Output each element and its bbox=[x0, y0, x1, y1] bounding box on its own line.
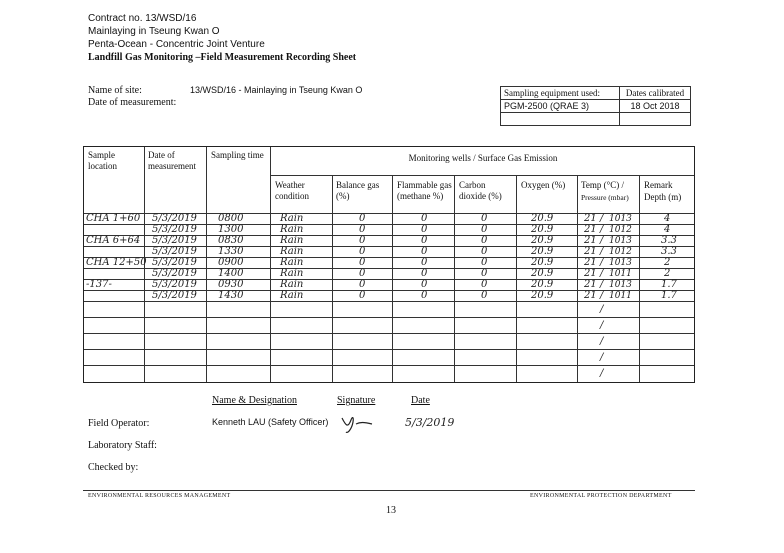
date-header: Date bbox=[411, 395, 430, 406]
row-time: 1400 bbox=[218, 268, 244, 279]
row-time: 1430 bbox=[218, 290, 244, 301]
row-temp: 21 bbox=[584, 235, 597, 246]
sheet-title: Landfill Gas Monitoring –Field Measurement Recording Sheet bbox=[88, 52, 357, 63]
footer-right: ENVIRONMENTAL PROTECTION DEPARTMENT bbox=[530, 493, 672, 499]
row-pressure: 1013 bbox=[609, 258, 632, 268]
row-depth: 2 bbox=[664, 268, 671, 279]
row-co2: 0 bbox=[481, 279, 488, 290]
project-name: Mainlaying in Tseung Kwan O bbox=[88, 26, 220, 37]
row-weather: Rain bbox=[280, 246, 304, 257]
row-oxygen: 20.9 bbox=[531, 290, 554, 301]
header-flammable-gas: Flammable gas (methane %) bbox=[397, 180, 452, 201]
row-co2: 0 bbox=[481, 290, 488, 301]
header-carbon-dioxide: Carbon dioxide (%) bbox=[459, 180, 502, 201]
row-pressure: 1011 bbox=[609, 269, 632, 279]
row-pressure: 1013 bbox=[609, 236, 632, 246]
row-temp: 21 bbox=[584, 268, 597, 279]
header-date-of-measurement: Date of measurement bbox=[148, 150, 196, 171]
row-temp: 21 bbox=[584, 213, 597, 224]
header-remark: Remark bbox=[644, 180, 673, 190]
header-sample-location: Sample location bbox=[88, 150, 117, 171]
row-depth: 4 bbox=[664, 224, 671, 235]
row-weather: Rain bbox=[280, 279, 304, 290]
empty-slash: / bbox=[600, 320, 604, 331]
contractor-name: Penta-Ocean - Concentric Joint Venture bbox=[88, 39, 265, 50]
row-time: 0900 bbox=[218, 257, 244, 268]
row-temp: 21 bbox=[584, 246, 597, 257]
row-co2: 0 bbox=[481, 246, 488, 257]
calibration-table bbox=[500, 86, 691, 126]
row-flammable-gas: 0 bbox=[421, 279, 428, 290]
row-oxygen: 20.9 bbox=[531, 213, 554, 224]
row-time: 0830 bbox=[218, 235, 244, 246]
row-oxygen: 20.9 bbox=[531, 224, 554, 235]
date-calibrated-value: 18 Oct 2018 bbox=[620, 100, 691, 113]
signature-header: Signature bbox=[337, 395, 376, 406]
row-oxygen: 20.9 bbox=[531, 279, 554, 290]
empty-slash: / bbox=[600, 368, 604, 379]
row-weather: Rain bbox=[280, 213, 304, 224]
date-of-measurement-label: Date of measurement: bbox=[88, 97, 177, 108]
row-flammable-gas: 0 bbox=[421, 290, 428, 301]
equipment-value: PGM-2500 (QRAE 3) bbox=[501, 100, 620, 113]
checked-by-label: Checked by: bbox=[88, 462, 139, 473]
row-co2: 0 bbox=[481, 268, 488, 279]
row-temp: 21 bbox=[584, 290, 597, 301]
row-oxygen: 20.9 bbox=[531, 268, 554, 279]
row-co2: 0 bbox=[481, 224, 488, 235]
row-depth: 1.7 bbox=[661, 279, 677, 290]
row-time: 0800 bbox=[218, 213, 244, 224]
contract-number: Contract no. 13/WSD/16 bbox=[88, 13, 197, 24]
row-slash: / bbox=[600, 279, 604, 290]
row-balance-gas: 0 bbox=[359, 235, 366, 246]
row-flammable-gas: 0 bbox=[421, 257, 428, 268]
row-flammable-gas: 0 bbox=[421, 268, 428, 279]
row-flammable-gas: 0 bbox=[421, 246, 428, 257]
row-co2: 0 bbox=[481, 235, 488, 246]
row-flammable-gas: 0 bbox=[421, 224, 428, 235]
row-pressure: 1011 bbox=[609, 291, 632, 301]
site-name-label: Name of site: bbox=[88, 85, 142, 96]
row-date: 5/3/2019 bbox=[152, 213, 197, 224]
row-oxygen: 20.9 bbox=[531, 257, 554, 268]
row-pressure: 1012 bbox=[609, 247, 632, 257]
row-location: CHA 1+60 bbox=[86, 213, 141, 224]
row-temp: 21 bbox=[584, 279, 597, 290]
row-location: CHA 6+64 bbox=[86, 235, 141, 246]
measurement-table bbox=[83, 146, 695, 383]
row-location: -137- bbox=[86, 279, 112, 290]
row-depth: 2 bbox=[664, 257, 671, 268]
row-date: 5/3/2019 bbox=[152, 268, 197, 279]
row-depth: 4 bbox=[664, 213, 671, 224]
header-pressure: Pressure (mbar) bbox=[581, 193, 629, 202]
footer-left: ENVIRONMENTAL RESOURCES MANAGEMENT bbox=[88, 493, 231, 499]
blank-cell bbox=[620, 113, 691, 126]
row-temp: 21 bbox=[584, 224, 597, 235]
dates-calibrated-header: Dates calibrated bbox=[620, 87, 691, 100]
row-flammable-gas: 0 bbox=[421, 235, 428, 246]
header-oxygen: Oxygen (%) bbox=[521, 180, 566, 190]
row-flammable-gas: 0 bbox=[421, 213, 428, 224]
row-slash: / bbox=[600, 257, 604, 268]
row-balance-gas: 0 bbox=[359, 268, 366, 279]
row-depth: 3.3 bbox=[661, 246, 677, 257]
field-operator-name: Kenneth LAU (Safety Officer) bbox=[212, 417, 329, 427]
row-weather: Rain bbox=[280, 290, 304, 301]
row-slash: / bbox=[600, 268, 604, 279]
row-date: 5/3/2019 bbox=[152, 235, 197, 246]
row-balance-gas: 0 bbox=[359, 224, 366, 235]
row-co2: 0 bbox=[481, 257, 488, 268]
row-slash: / bbox=[600, 224, 604, 235]
row-date: 5/3/2019 bbox=[152, 279, 197, 290]
row-balance-gas: 0 bbox=[359, 290, 366, 301]
row-pressure: 1013 bbox=[609, 280, 632, 290]
row-weather: Rain bbox=[280, 235, 304, 246]
row-date: 5/3/2019 bbox=[152, 257, 197, 268]
header-temp: Temp (°C) / bbox=[581, 180, 624, 190]
signature-mark bbox=[338, 412, 378, 436]
row-slash: / bbox=[600, 290, 604, 301]
row-weather: Rain bbox=[280, 268, 304, 279]
equipment-header: Sampling equipment used: bbox=[501, 87, 620, 100]
site-name-value: 13/WSD/16 - Mainlaying in Tseung Kwan O bbox=[190, 85, 363, 95]
header-weather: Weather condition bbox=[275, 180, 309, 201]
row-depth: 1.7 bbox=[661, 290, 677, 301]
row-slash: / bbox=[600, 246, 604, 257]
empty-slash: / bbox=[600, 304, 604, 315]
name-designation-header: Name & Designation bbox=[212, 395, 297, 406]
laboratory-staff-label: Laboratory Staff: bbox=[88, 440, 157, 451]
row-pressure: 1013 bbox=[609, 214, 632, 224]
row-pressure: 1012 bbox=[609, 225, 632, 235]
header-sampling-time: Sampling time bbox=[211, 150, 264, 160]
header-depth: Depth (m) bbox=[644, 192, 682, 202]
blank-cell bbox=[501, 113, 620, 126]
row-weather: Rain bbox=[280, 224, 304, 235]
row-balance-gas: 0 bbox=[359, 213, 366, 224]
row-oxygen: 20.9 bbox=[531, 235, 554, 246]
row-co2: 0 bbox=[481, 213, 488, 224]
row-slash: / bbox=[600, 213, 604, 224]
row-time: 1300 bbox=[218, 224, 244, 235]
field-operator-date: 5/3/2019 bbox=[405, 416, 455, 429]
row-balance-gas: 0 bbox=[359, 279, 366, 290]
row-time: 1330 bbox=[218, 246, 244, 257]
header-balance-gas: Balance gas (%) bbox=[336, 180, 380, 201]
row-date: 5/3/2019 bbox=[152, 290, 197, 301]
row-time: 0930 bbox=[218, 279, 244, 290]
header-monitoring-wells: Monitoring wells / Surface Gas Emission bbox=[408, 153, 558, 163]
row-oxygen: 20.9 bbox=[531, 246, 554, 257]
field-operator-label: Field Operator: bbox=[88, 418, 150, 429]
row-slash: / bbox=[600, 235, 604, 246]
row-location: CHA 12+50 bbox=[86, 257, 147, 268]
row-date: 5/3/2019 bbox=[152, 224, 197, 235]
page-number: 13 bbox=[386, 505, 396, 516]
row-temp: 21 bbox=[584, 257, 597, 268]
empty-slash: / bbox=[600, 336, 604, 347]
row-date: 5/3/2019 bbox=[152, 246, 197, 257]
row-balance-gas: 0 bbox=[359, 257, 366, 268]
empty-slash: / bbox=[600, 352, 604, 363]
row-depth: 3.3 bbox=[661, 235, 677, 246]
row-balance-gas: 0 bbox=[359, 246, 366, 257]
footer-rule bbox=[83, 490, 695, 491]
row-weather: Rain bbox=[280, 257, 304, 268]
